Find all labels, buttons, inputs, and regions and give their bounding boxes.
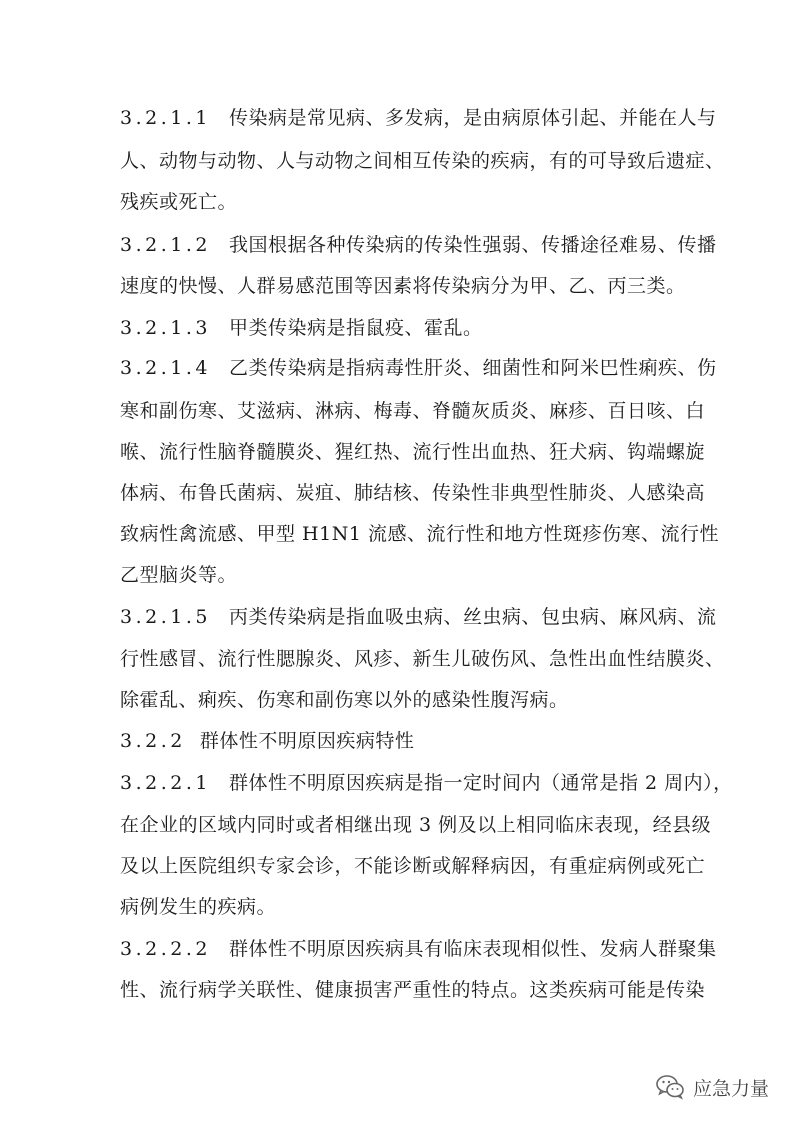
clause-number: 3.2.2.2 [120, 938, 211, 960]
clause-number: 3.2.1.3 [120, 317, 211, 339]
clause-text: 传染病是常见病、多发病，是由病原体引起、并能在人与 [228, 107, 717, 129]
watermark-text: 应急力量 [693, 1077, 770, 1100]
clause-text: 丙类传染病是指血吸虫病、丝虫病、包虫病、麻风病、流 [228, 606, 717, 628]
paragraph-line [120, 522, 719, 546]
paragraph-line [120, 190, 237, 214]
clause-text: 速度的快慢、人群易感范围等因素将传染病分为甲、乙、丙三类。 [120, 275, 686, 297]
clause-number: 3.2.2.1 [120, 772, 211, 794]
paragraph-line [120, 106, 717, 130]
clause-number: 3.2.1.1 [120, 107, 211, 129]
paragraph-line [120, 399, 705, 423]
clause-text: 行性感冒、流行性腮腺炎、风疹、新生儿破伤风、急性出血性结膜炎、 [120, 648, 725, 670]
clause-text: 体病、布鲁氏菌病、炭疽、肺结核、传染性非典型性肺炎、人感染高 [120, 482, 706, 504]
clause-text: 我国根据各种传染病的传染性强弱、传播途径难易、传播 [228, 234, 717, 256]
wechat-icon [655, 1073, 685, 1101]
paragraph-line [120, 440, 705, 464]
clause-text: 除霍乱、痢疾、伤寒和副伤寒以外的感染性腹泻病。 [120, 689, 569, 711]
clause-number: 3.2.1.5 [120, 606, 211, 628]
clause-number: 3.2.1.4 [120, 357, 211, 379]
paragraph-line [120, 813, 711, 837]
clause-text: 病例发生的疾病。 [120, 896, 277, 918]
paragraph-line [120, 605, 717, 629]
clause-text: 及以上医院组织专家会诊，不能诊断或解释病因，有重症病例或死亡 [120, 855, 706, 877]
clause-text: 群体性不明原因疾病是指一定时间内（通常是指 2 周内）， [228, 772, 733, 794]
source-watermark [655, 1072, 769, 1102]
paragraph-line [120, 647, 725, 671]
paragraph-line [120, 316, 483, 340]
clause-text: 性、流行病学关联性、健康损害严重性的特点。这类疾病可能是传染 [120, 979, 706, 1001]
clause-text: 人、动物与动物、人与动物之间相互传染的疾病，有的可导致后遗症、 [120, 150, 725, 172]
clause-text: 甲类传染病是指鼠疫、霍乱。 [228, 317, 483, 339]
section-title: 群体性不明原因疾病特性 [199, 730, 415, 752]
paragraph-line [120, 978, 705, 1002]
clause-text: 乙型脑炎等。 [120, 564, 238, 586]
clause-number: 3.2.1.2 [120, 234, 211, 256]
clause-text: 喉、流行性脑脊髓膜炎、猩红热、流行性出血热、狂犬病、钩端螺旋 [120, 441, 706, 463]
clause-text: 寒和副伤寒、艾滋病、淋病、梅毒、脊髓灰质炎、麻疹、百日咳、白 [120, 400, 706, 422]
section-number: 3.2.2 [120, 730, 186, 752]
clause-text: 残疾或死亡。 [120, 191, 238, 213]
clause-text: 乙类传染病是指病毒性肝炎、细菌性和阿米巴性痢疾、伤 [228, 357, 717, 379]
clause-text: 致病性禽流感、甲型 H1N1 流感、流行性和地方性斑疹伤寒、流行性 [120, 523, 719, 545]
paragraph-line [120, 274, 686, 298]
paragraph-line [120, 771, 733, 795]
paragraph-line [120, 563, 237, 587]
paragraph-line [120, 233, 717, 257]
clause-text: 在企业的区域内同时或者相继出现 3 例及以上相同临床表现，经县级 [120, 814, 712, 836]
paragraph-line [120, 149, 725, 173]
paragraph-line [120, 688, 569, 712]
paragraph-line [120, 481, 705, 505]
clause-text: 群体性不明原因疾病具有临床表现相似性、发病人群聚集 [228, 938, 717, 960]
paragraph-line [120, 937, 717, 961]
section-heading [120, 729, 414, 753]
paragraph-line [120, 895, 276, 919]
paragraph-line [120, 356, 717, 380]
paragraph-line [120, 854, 705, 878]
